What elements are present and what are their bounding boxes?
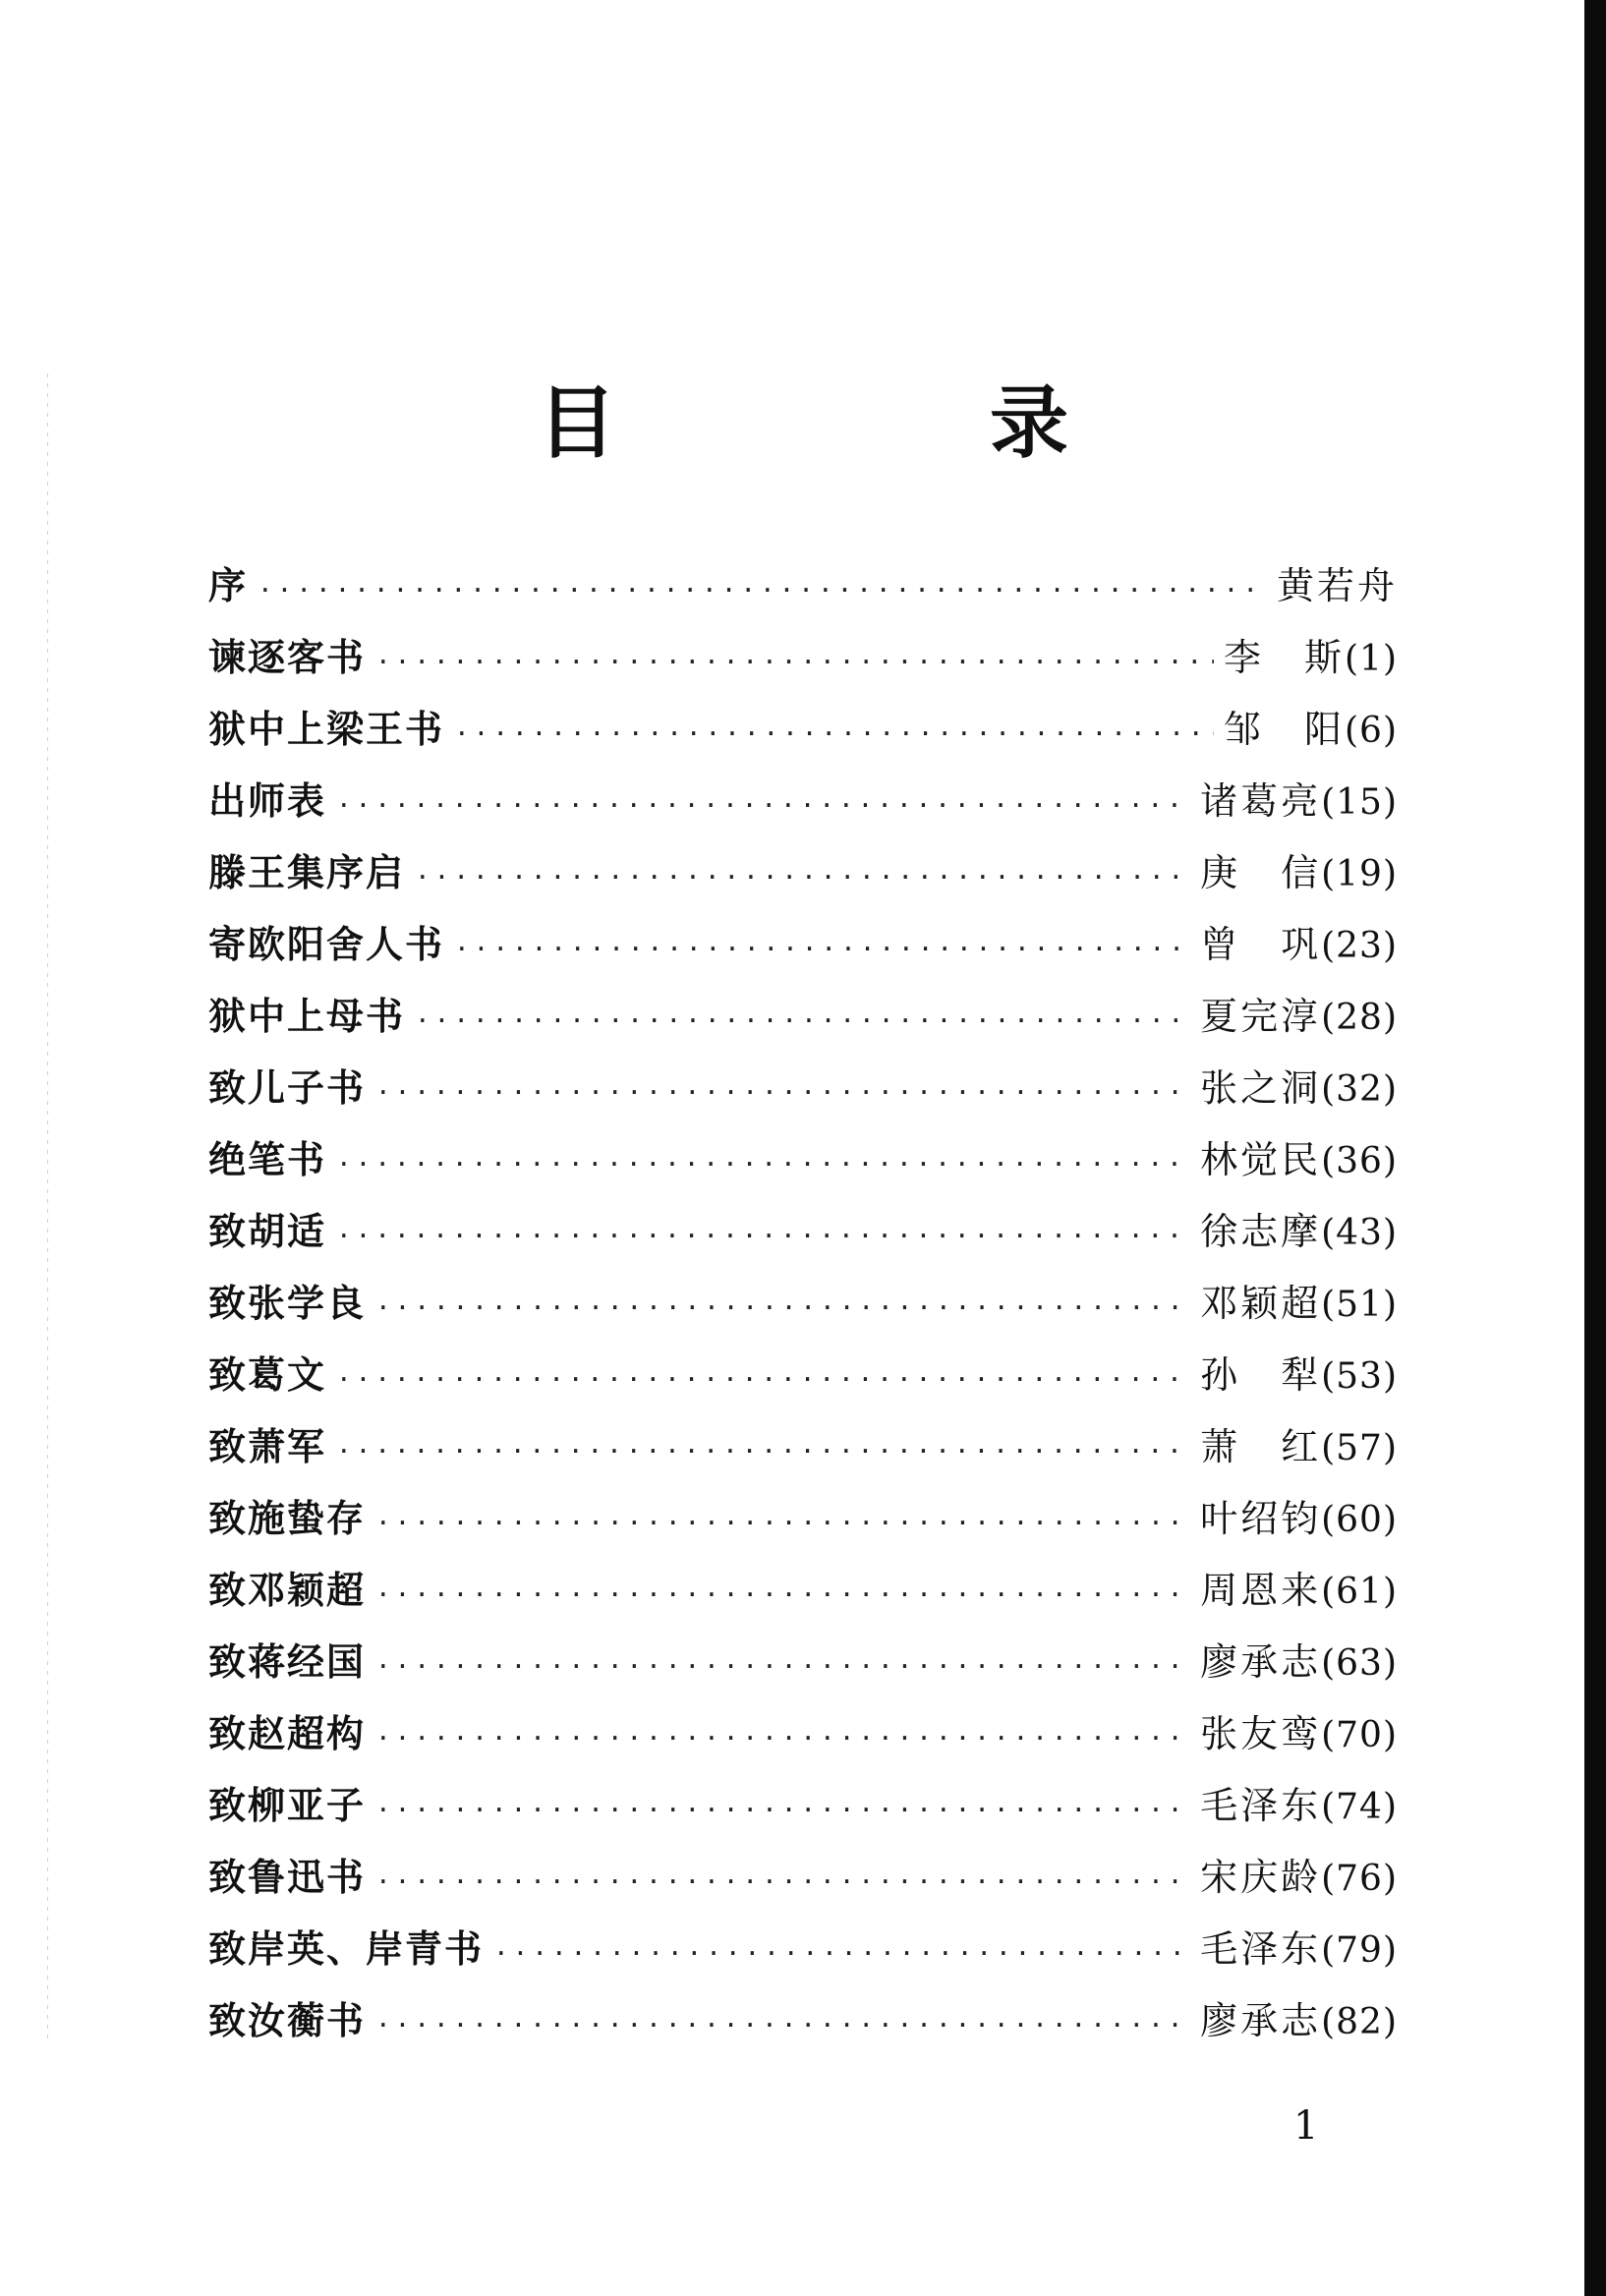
page-number: 1 <box>1293 2103 1319 2149</box>
toc-entry <box>208 981 1398 1053</box>
dot-leader <box>375 1990 1190 2062</box>
toc-entry-title: 致葛文 <box>208 1353 327 1397</box>
toc-entry-title: 致施蛰存 <box>208 1497 367 1540</box>
toc-entry-title: 谏逐客书 <box>208 636 367 679</box>
toc-entry-author: 毛泽东 <box>1200 1784 1322 1827</box>
toc-entry <box>208 1053 1398 1124</box>
toc-entry-author: 孙 犁 <box>1200 1353 1322 1397</box>
toc-entry <box>208 1914 1398 1985</box>
dot-leader <box>375 1775 1190 1847</box>
toc-entry-title: 出师表 <box>208 779 327 823</box>
toc-entry-title: 致张学良 <box>208 1282 367 1325</box>
toc-entry-title: 绝笔书 <box>208 1138 327 1181</box>
toc-entry <box>208 1842 1398 1914</box>
toc-entry-title: 致岸英、岸青书 <box>208 1927 485 1971</box>
toc-entry <box>208 1698 1398 1770</box>
toc-entry-author: 宋庆龄 <box>1200 1856 1322 1899</box>
toc-entry-page: (74) <box>1321 1787 1398 1827</box>
dot-leader <box>415 842 1190 914</box>
toc-entry-author: 徐志摩 <box>1200 1210 1322 1253</box>
dot-leader <box>415 986 1190 1058</box>
toc-entry-page: (70) <box>1321 1715 1398 1755</box>
toc-entry <box>208 1555 1398 1627</box>
toc-entry <box>208 1196 1398 1268</box>
toc-entry-author: 张之洞 <box>1200 1066 1322 1110</box>
toc-entry-author: 黄若舟 <box>1276 564 1398 607</box>
dot-leader <box>375 1632 1190 1703</box>
dot-leader <box>375 1488 1190 1560</box>
toc-entry-page: (1) <box>1345 639 1398 679</box>
toc-entry <box>208 1985 1398 2057</box>
toc-entry-title: 狱中上梁王书 <box>208 708 445 751</box>
toc-entry-author: 曾 巩 <box>1200 923 1322 966</box>
toc-entry-author: 李 斯 <box>1223 636 1345 679</box>
toc-entry-author: 廖承志 <box>1200 1999 1322 2042</box>
toc-entry-title: 致萧军 <box>208 1425 327 1468</box>
toc-entry-author: 邹 阳 <box>1223 708 1345 751</box>
dot-leader <box>336 771 1190 842</box>
toc-entry-title: 致邓颖超 <box>208 1569 367 1612</box>
dot-leader <box>375 1847 1190 1919</box>
toc-entry-title: 致蒋经国 <box>208 1640 367 1684</box>
dot-leader <box>375 1560 1190 1632</box>
toc-entry-author: 庚 信 <box>1200 851 1322 894</box>
toc-entry-page: (61) <box>1321 1572 1398 1612</box>
toc-entry <box>208 1627 1398 1698</box>
toc-entry-page: (32) <box>1321 1069 1398 1110</box>
toc-entry-title: 序 <box>208 564 249 607</box>
toc-entry <box>208 1411 1398 1483</box>
toc-entry <box>208 837 1398 909</box>
toc-entry-author: 毛泽东 <box>1200 1927 1322 1971</box>
toc-entry <box>208 1268 1398 1340</box>
toc-entry-title: 致赵超构 <box>208 1712 367 1755</box>
toc-entry-page: (76) <box>1321 1859 1398 1899</box>
toc-entry-author: 张友鸾 <box>1200 1712 1322 1755</box>
table-of-contents <box>208 550 1398 2057</box>
dot-leader <box>454 914 1190 986</box>
scan-edge-band <box>1584 0 1606 2296</box>
toc-entry-title: 滕王集序启 <box>208 851 406 894</box>
toc-entry <box>208 550 1398 622</box>
toc-entry-page: (51) <box>1321 1285 1398 1325</box>
toc-entry-author: 林觉民 <box>1200 1138 1322 1181</box>
toc-entry-page: (43) <box>1321 1213 1398 1253</box>
dot-leader <box>454 699 1214 771</box>
toc-entry-author: 叶绍钧 <box>1200 1497 1322 1540</box>
toc-entry <box>208 1770 1398 1842</box>
toc-entry-page: (60) <box>1321 1500 1398 1540</box>
toc-entry <box>208 694 1398 766</box>
toc-entry-page: (57) <box>1321 1428 1398 1468</box>
toc-entry-page: (28) <box>1321 998 1398 1038</box>
dot-leader <box>375 1273 1190 1345</box>
toc-entry-page: (53) <box>1321 1356 1398 1397</box>
scan-edge-line <box>47 373 48 2044</box>
dot-leader <box>375 627 1214 699</box>
toc-entry-page: (19) <box>1321 854 1398 894</box>
toc-entry-title: 致鲁迅书 <box>208 1856 367 1899</box>
dot-leader <box>375 1058 1190 1129</box>
toc-entry <box>208 1483 1398 1555</box>
toc-entry-author: 萧 红 <box>1200 1425 1322 1468</box>
toc-entry-author: 廖承志 <box>1200 1640 1322 1684</box>
dot-leader <box>336 1416 1190 1488</box>
toc-entry <box>208 766 1398 837</box>
page-title: 目 录 <box>538 376 1216 469</box>
toc-entry-title: 狱中上母书 <box>208 995 406 1038</box>
toc-entry <box>208 909 1398 981</box>
toc-entry-title: 致胡适 <box>208 1210 327 1253</box>
toc-entry-title: 致汝蘅书 <box>208 1999 367 2042</box>
dot-leader <box>493 1919 1190 1990</box>
toc-entry-page: (79) <box>1321 1930 1398 1971</box>
toc-entry-page: (15) <box>1321 782 1398 823</box>
toc-entry-author: 周恩来 <box>1200 1569 1322 1612</box>
toc-entry-page: (63) <box>1321 1643 1398 1684</box>
toc-entry-author: 邓颖超 <box>1200 1282 1322 1325</box>
toc-entry-title: 致儿子书 <box>208 1066 367 1110</box>
dot-leader <box>336 1129 1190 1201</box>
toc-entry-page: (6) <box>1345 711 1398 751</box>
dot-leader <box>336 1345 1190 1416</box>
toc-entry <box>208 1340 1398 1411</box>
toc-entry-title: 致柳亚子 <box>208 1784 367 1827</box>
toc-entry-page: (82) <box>1321 2002 1398 2042</box>
dot-leader <box>375 1703 1190 1775</box>
toc-entry-title: 寄欧阳舍人书 <box>208 923 445 966</box>
toc-entry-author: 诸葛亮 <box>1200 779 1322 823</box>
toc-entry <box>208 1124 1398 1196</box>
dot-leader <box>258 555 1267 627</box>
dot-leader <box>336 1201 1190 1273</box>
toc-entry-page: (23) <box>1321 926 1398 966</box>
toc-entry-author: 夏完淳 <box>1200 995 1322 1038</box>
toc-entry-page: (36) <box>1321 1141 1398 1181</box>
toc-entry <box>208 622 1398 694</box>
